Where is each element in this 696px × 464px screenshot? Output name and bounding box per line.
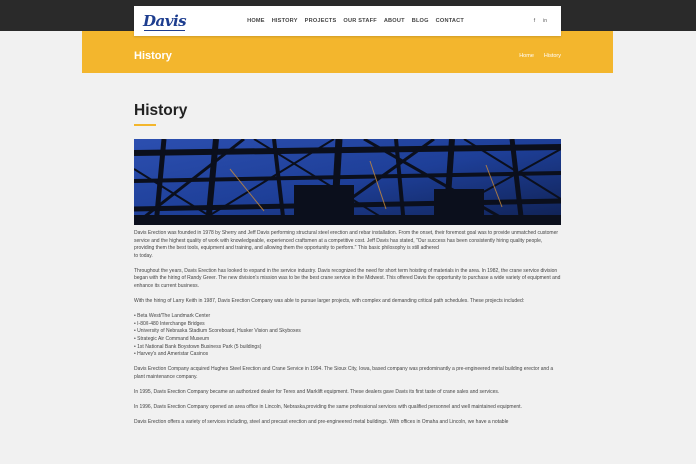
history-text <box>134 230 561 427</box>
nav-home[interactable]: HOME <box>247 18 265 24</box>
nav-contact[interactable]: CONTACT <box>435 18 464 24</box>
nav-blog[interactable]: BLOG <box>411 18 429 24</box>
hero-image <box>134 139 561 225</box>
paragraph: In 1996, Davis Erection Company opened an area office in Lincoln, Nebraska,providing the same professional services with qualified personnel and well maintained equipment. <box>134 404 522 411</box>
nav-history[interactable]: HISTORY <box>271 18 298 24</box>
nav-about[interactable]: ABOUT <box>383 18 405 24</box>
facebook-icon[interactable]: f <box>533 18 536 24</box>
page-title: History <box>134 102 188 119</box>
social-links <box>534 18 547 24</box>
site-header <box>134 6 561 36</box>
paragraph: Davis Erection Company acquired Hughes Steel Erection and Crane Service in 1994. The Sioux City, Iowa, based company was predominantly a pre-engineered metal building erector and a plant maintenance company. <box>134 366 554 380</box>
paragraph: Davis Erection offers a variety of services including, steel and precast erection and pre-engineered metal buildings. With offices in Omaha and Lincoln, we have a notable <box>134 419 509 426</box>
page-banner <box>82 31 613 73</box>
paragraph: Davis Erection was founded in 1978 by Sherry and Jeff Davis performing structural steel erection and rebar installation. From the onset, their foremost goal was to provide unmatched customer service and the highest quality of work with knowledgeable, experienced craftsmen at a competitive cost. Jeff Davis has stated, "Our success has been consistently hiring quality people, providing them the best tools, equipment and training, and allowing them the opportunity to perform." This basic philosophy is still adhered to today. <box>134 230 559 259</box>
breadcrumb-current: History <box>543 53 561 59</box>
paragraph: With the hiring of Larry Keith in 1987, Davis Erection Company was able to pursue larger projects, with complex and demanding critical path schedules. These projects included: <box>134 298 525 305</box>
list-item: • Strategic Air Command Museum <box>134 336 561 344</box>
main-content <box>134 101 561 434</box>
paragraph: Throughout the years, Davis Erection has looked to expand in the service industry. Davis recognized the need for short term hoisting of materials in the area. In 1982, the crane service division began with the hiring of Randy Greer. The new division's mission was to be the best crane service in the Midwest. This offered Davis the opportunity to purchase a wide variety of equipment and enhance its current business. <box>134 267 561 290</box>
site-logo[interactable]: Davis <box>143 12 187 30</box>
list-item: • 1st National Bank Boystown Business Park (5 buildings) <box>134 344 561 352</box>
list-item: • University of Nebraska Stadium Scoreboard, Husker Vision and Skyboxes <box>134 328 561 336</box>
linkedin-icon[interactable]: in <box>543 18 547 24</box>
project-list <box>134 313 561 359</box>
list-item: • Harvey's and Ameristar Casinos <box>134 351 561 359</box>
list-item: • Beta West/The Landmark Center <box>134 313 561 321</box>
breadcrumb-home[interactable]: Home <box>519 53 534 59</box>
list-item: • I-80/I-480 Interchange Bridges <box>134 321 561 329</box>
paragraph: In 1995, Davis Erection Company became an authorized dealer for Terex and Marklift equipment. These dealers gave Davis its first taste of crane sales and services. <box>134 389 500 395</box>
main-nav <box>247 18 464 24</box>
breadcrumb <box>519 53 561 59</box>
banner-title: History <box>134 50 172 62</box>
title-underline <box>134 124 156 126</box>
nav-our-staff[interactable]: OUR STAFF <box>343 18 377 24</box>
steel-structure-photo <box>134 139 561 225</box>
nav-projects[interactable]: PROJECTS <box>304 18 337 24</box>
